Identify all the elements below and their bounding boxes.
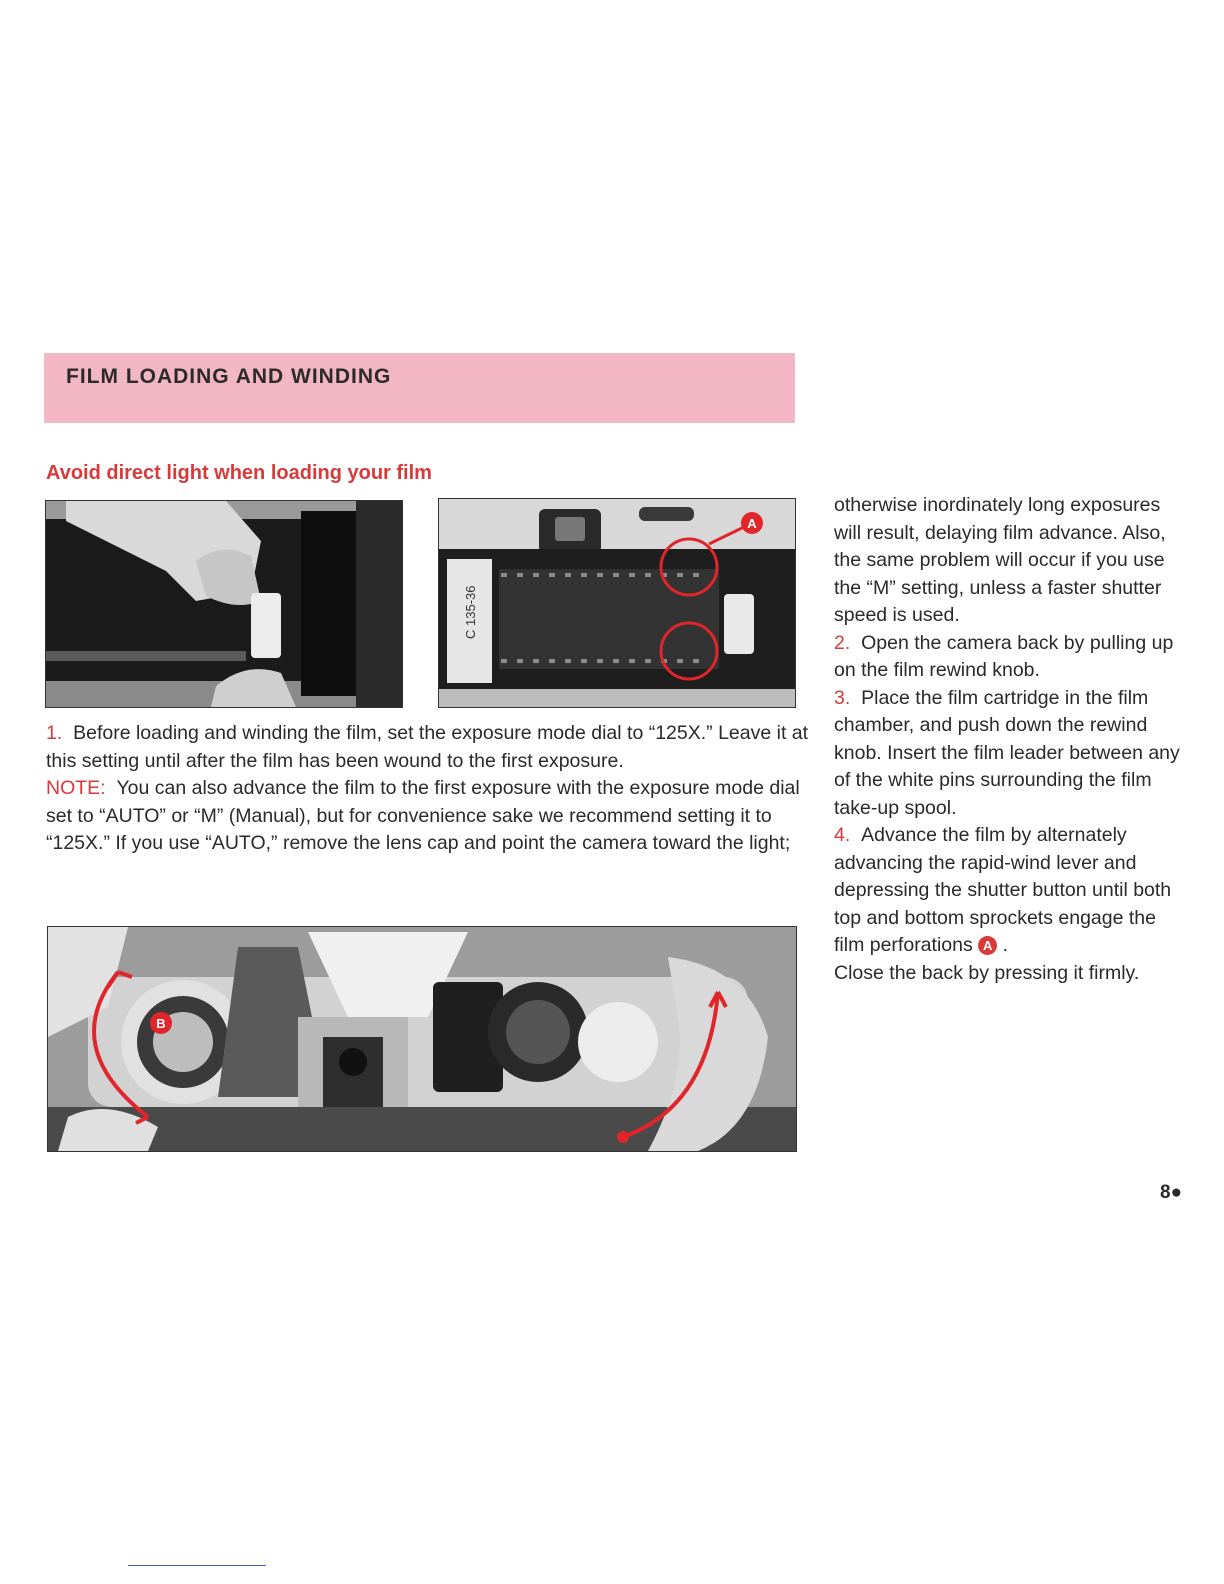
- step-2: [834, 630, 1184, 685]
- step-3: [834, 685, 1184, 823]
- note-label: NOTE:: [46, 777, 106, 799]
- footer-rule: [128, 1565, 266, 1566]
- section-title: FILM LOADING AND WINDING: [66, 365, 392, 388]
- step-1-number: 1.: [46, 722, 63, 744]
- step-2-number: 2.: [834, 631, 851, 654]
- step-4-text: Advance the film by alternately advancing the rapid-wind lever and depressing the shutter button until both top and bottom sprockets engage the film perforations: [834, 824, 1172, 956]
- photo-1-illustration: [46, 501, 402, 707]
- subheading: Avoid direct light when loading your film: [46, 462, 432, 484]
- section-banner: [44, 353, 795, 423]
- photo-camera-top-winding: [47, 926, 797, 1152]
- photo-film-cartridge-loading: [45, 500, 403, 708]
- cartridge-label: C 135-36: [463, 585, 478, 639]
- right-column-text: [834, 492, 1184, 987]
- close-back-instruction: Close the back by pressing it firmly.: [834, 961, 1140, 984]
- photo-2-illustration: [439, 499, 795, 707]
- marker-a-label: A: [747, 516, 757, 531]
- note-continued: otherwise inordinately long exposures will result, delaying film advance. Also, the same problem will occur if you use the “M” setting, unless a faster shutter speed is used.: [834, 494, 1166, 626]
- note: [46, 775, 816, 858]
- page-number: 8●: [1160, 1182, 1183, 1203]
- step-4-number: 4.: [834, 824, 851, 846]
- step-1-text: Before loading and winding the film, set the exposure mode dial to “125X.” Leave it at this setting until after the film has been wound to the first exposure.: [46, 722, 809, 772]
- photo-camera-back-open: [438, 498, 796, 708]
- step-3-text: Place the film cartridge in the film chamber, and push down the rewind knob. Insert the film leader between any of the white pins surrounding the film take-up spool.: [834, 686, 1180, 819]
- marker-a-icon: A: [978, 936, 997, 955]
- photo-3-illustration: [48, 927, 796, 1151]
- step-4-text-after: .: [1002, 934, 1008, 956]
- left-column-text: [46, 720, 816, 858]
- note-text: You can also advance the film to the first exposure with the exposure mode dial set to “AUTO” or “M” (Manual), but for convenience sake we recommend setting it to “125X.” If you use “AUTO,” remove the lens cap and point the camera toward the light;: [46, 777, 800, 854]
- marker-b-label: B: [156, 1016, 166, 1031]
- step-4: [834, 822, 1184, 960]
- step-2-text: Open the camera back by pulling up on the film rewind knob.: [834, 631, 1174, 681]
- step-3-number: 3.: [834, 686, 851, 709]
- step-1: [46, 720, 816, 775]
